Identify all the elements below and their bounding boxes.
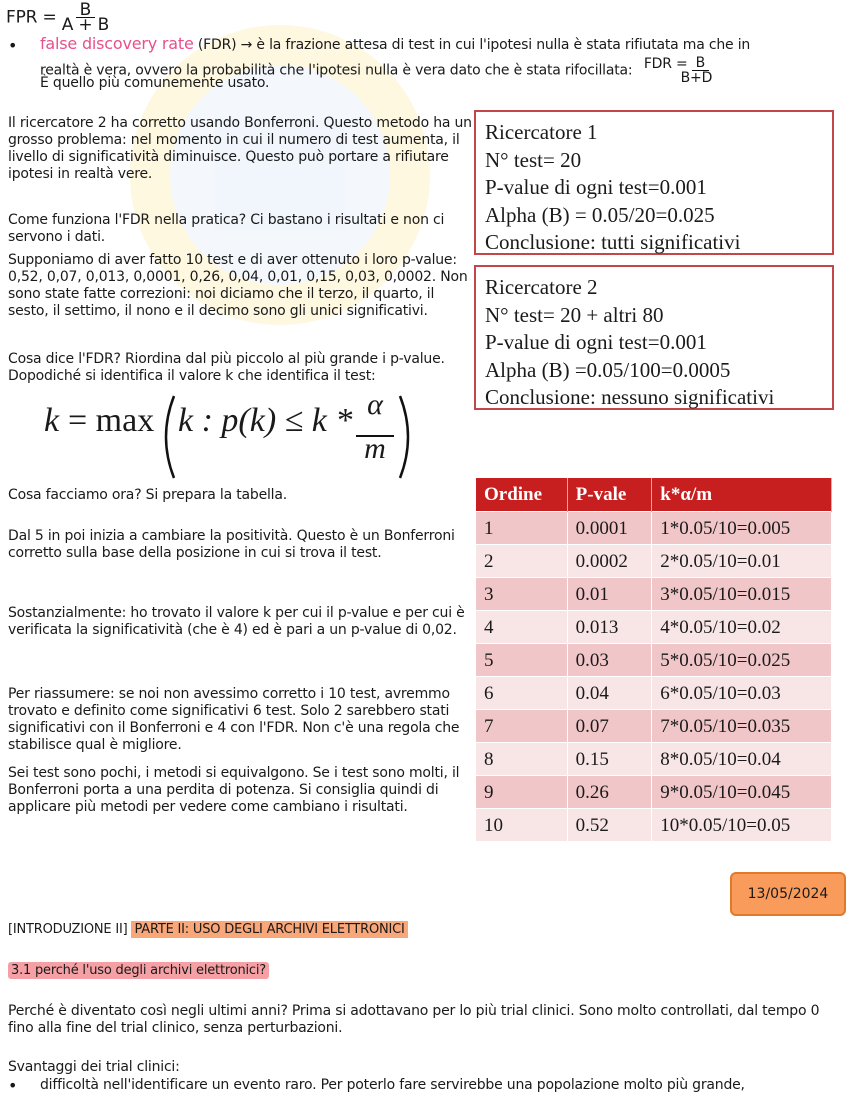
section-title: PARTE II: USO DEGLI ARCHIVI ELETTRONICI (131, 921, 407, 938)
researcher-1-box: Ricercatore 1 N° test= 20 P-value di ogni test=0.001 Alpha (B) = 0.05/20=0.025 Conclusione: tutti significativi (474, 110, 834, 255)
header-threshold: k*α/m (652, 478, 832, 512)
cell-order: 6 (476, 677, 567, 710)
cell-threshold: 3*0.05/10=0.015 (652, 578, 832, 611)
table-row (476, 776, 832, 809)
cell-pvalue: 0.26 (567, 776, 652, 809)
cell-order: 3 (476, 578, 567, 611)
paragraph-fdr-practice: Come funziona l'FDR nella pratica? Ci bastano i risultati e non ci servono i dati. (8, 212, 445, 245)
cell-pvalue: 0.52 (567, 809, 652, 842)
k-max-formula: k = max k : p(k) ≤ k * α m (44, 394, 424, 480)
paragraph-archives: Perché è diventato così negli ultimi anni? Prima si adottavano per lo più trial clinici. Sono molto controllati, dal tempo 0 fino alla fine del trial clinico, senza perturbazioni. (8, 1003, 820, 1036)
paragraph-k-value: Sostanzialmente: ho trovato il valore k per cui il p-value e per cui è verificata la significatività (che è 4) ed è pari a un p-value di 0,02. (8, 605, 465, 638)
paragraph-table-intro: Cosa facciamo ora? Si prepara la tabella. (8, 487, 287, 503)
table-row (476, 578, 832, 611)
cell-pvalue: 0.0001 (567, 512, 652, 545)
cell-order: 7 (476, 710, 567, 743)
cell-threshold: 4*0.05/10=0.02 (652, 611, 832, 644)
table-header-row (476, 478, 832, 512)
cell-pvalue: 0.15 (567, 743, 652, 776)
paragraph-fdr-order: Cosa dice l'FDR? Riordina dal più piccolo al più grande i p-value. Dopodiché si identifica il valore k che identifica il test: (8, 351, 445, 384)
table-row (476, 809, 832, 842)
cell-threshold: 2*0.05/10=0.01 (652, 545, 832, 578)
cell-pvalue: 0.0002 (567, 545, 652, 578)
date-badge: 13/05/2024 (730, 872, 846, 916)
bullet-rare-event: difficoltà nell'identificare un evento raro. Per poterlo fare servirebbe una popolazione molto più grande, (40, 1077, 745, 1093)
table-row (476, 743, 832, 776)
paragraph-positivity: Dal 5 in poi inizia a cambiare la positività. Questo è un Bonferroni corretto sulla base della posizione in cui si trova il test. (8, 528, 455, 561)
table-row (476, 512, 832, 545)
cell-order: 5 (476, 644, 567, 677)
researcher-2-box: Ricercatore 2 N° test= 20 + altri 80 P-value di ogni test=0.001 Alpha (B) =0.05/100=0.0005 Conclusione: nessuno significativi (474, 265, 834, 410)
table-row (476, 710, 832, 743)
cell-threshold: 9*0.05/10=0.045 (652, 776, 832, 809)
section-heading: [INTRODUZIONE II] PARTE II: USO DEGLI ARCHIVI ELETTRONICI (8, 921, 408, 938)
table-row (476, 545, 832, 578)
header-pvalue: P-vale (567, 478, 652, 512)
header-ordine: Ordine (476, 478, 567, 512)
table-row (476, 611, 832, 644)
cell-pvalue: 0.03 (567, 644, 652, 677)
cell-threshold: 7*0.05/10=0.035 (652, 710, 832, 743)
bullet-dot-1: • (8, 36, 18, 55)
subsection-heading: 3.1 perché l'uso degli archivi elettronici? (8, 962, 269, 979)
paragraph-summary: Per riassumere: se noi non avessimo corretto i 10 test, avremmo trovato e definito come significativi 6 test. Solo 2 sarebbero stati significativi con il Bonferroni e 4 con l'FDR. Non c'è una regola che stabilisce qual è migliore. (8, 686, 460, 753)
cell-threshold: 8*0.05/10=0.04 (652, 743, 832, 776)
cell-threshold: 10*0.05/10=0.05 (652, 809, 832, 842)
paragraph-power: Sei test sono pochi, i metodi si equivalgono. Se i test sono molti, il Bonferroni porta a una perdita di potenza. Si consiglia quindi di applicare più metodi per vedere come cambiano i risultati. (8, 765, 460, 815)
cell-pvalue: 0.04 (567, 677, 652, 710)
bullet-dot-2: • (8, 1076, 18, 1095)
cell-threshold: 1*0.05/10=0.005 (652, 512, 832, 545)
fdr-definition: false discovery rate (FDR) → è la frazione attesa di test in cui l'ipotesi nulla è stata rifiutata ma che in (40, 34, 751, 53)
fdr-fraction: FDR = B B+D (643, 55, 713, 86)
cell-order: 2 (476, 545, 567, 578)
cell-order: 9 (476, 776, 567, 809)
fdr-table (476, 478, 832, 841)
cell-pvalue: 0.013 (567, 611, 652, 644)
fdr-term: false discovery rate (40, 34, 194, 53)
paragraph-pvalues: Supponiamo di aver fatto 10 test e di aver ottenuto i loro p-value: 0,52, 0,07, 0,013, 0,0001, 0,26, 0,04, 0,01, 0,15, 0,03, 0,0002. Non sono state fatte correzioni: noi diciamo che il terzo, il quarto, il sesto, il settimo, il nono e il decimo sono gli unici significativi. (8, 252, 468, 319)
cell-threshold: 6*0.05/10=0.03 (652, 677, 832, 710)
fpr-formula: FPR = $\frac{B}{A + B}$ (6, 0, 110, 35)
cell-order: 8 (476, 743, 567, 776)
fdr-definition-line2: realtà è vera, ovvero la probabilità che l'ipotesi nulla è vera dato che è stata rifocillata: FDR = B B+D (40, 55, 713, 86)
table-row (476, 677, 832, 710)
cell-order: 4 (476, 611, 567, 644)
paragraph-disadvantages: Svantaggi dei trial clinici: (8, 1059, 180, 1075)
cell-pvalue: 0.07 (567, 710, 652, 743)
fdr-definition-line3: È quello più comunemente usato. (40, 75, 270, 91)
cell-order: 1 (476, 512, 567, 545)
table-row (476, 644, 832, 677)
cell-threshold: 5*0.05/10=0.025 (652, 644, 832, 677)
cell-order: 10 (476, 809, 567, 842)
cell-pvalue: 0.01 (567, 578, 652, 611)
paragraph-bonferroni: Il ricercatore 2 ha corretto usando Bonferroni. Questo metodo ha un grosso problema: nel momento in cui il numero di test aumenta, il livello di significatività diminuisce. Questo può portare a rifiutare ipotesi in realtà vere. (8, 115, 472, 182)
